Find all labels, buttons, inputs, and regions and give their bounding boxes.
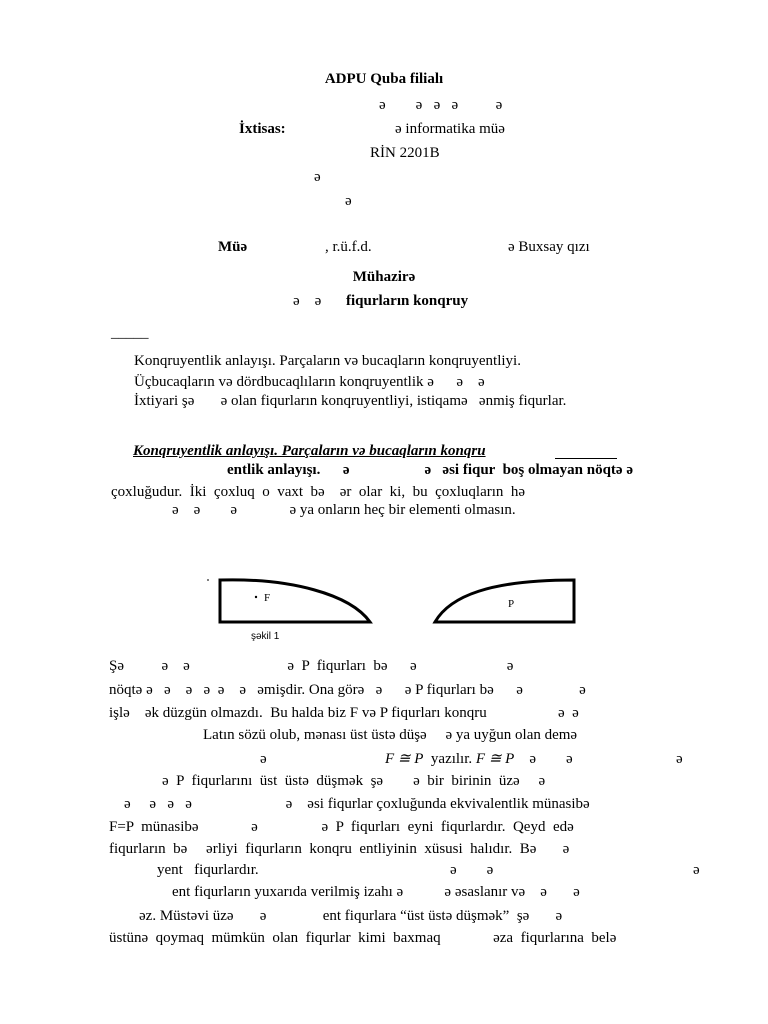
para-line: Latın sözü olub, mənası üst üstə düşə ə ya uyğun olan demə	[203, 727, 578, 743]
para-line: ə ə	[450, 862, 494, 878]
figure-point	[255, 596, 257, 598]
body-line	[227, 461, 633, 479]
lecture-title: Mühazirə	[352, 269, 416, 285]
body-bold: entlik anlayışı. ə ə əsi fiqur boş olmayan nöqtə ə	[227, 462, 633, 478]
math-expression: F ≅ P	[385, 751, 424, 767]
body-line: ə ə ə ə ya onların heç bir elementi olmasın.	[172, 502, 516, 518]
figure-caption: şəkil 1	[251, 631, 280, 642]
para-line: əz. Müstəvi üzə ə ent fiqurlara “üst üstə düşmək” şə ə	[139, 908, 563, 924]
math-expression: F ≅ P	[475, 751, 515, 767]
para-line: ent fiqurların yuxarıda verilmiş izahı ə ə əsaslanır və ə ə	[172, 884, 580, 900]
figure-p-shape	[435, 580, 574, 622]
figure-f-shape	[220, 580, 370, 622]
para-line: ə ə ə ə ə əsi fiqurlar çoxluğunda ekvivalentlik münasibə	[124, 796, 590, 812]
specialty-value: ə informatika müə	[395, 121, 505, 137]
figure-shapes	[200, 566, 580, 642]
para-line: yent fiqurlardır.	[157, 862, 259, 878]
para-line: ə	[260, 751, 267, 767]
header-fragment: ə	[345, 193, 352, 209]
para-line: Şə ə ə ə P fiqurları bə ə ə	[109, 658, 514, 674]
para-line: ə P fiqurlarını üst üstə düşmək şə ə bir birinin üzə ə	[162, 773, 546, 789]
math-suffix: ə ə	[514, 751, 573, 767]
para-line: işlə ək düzgün olmazdı. Bu halda biz F və P fiqurları konqru ə ə	[109, 705, 579, 721]
plan-item: Konqruyentlik anlayışı. Parçaların və bucaqların konqruyentliyi.	[134, 353, 521, 369]
group-code: RİN 2201B	[370, 145, 440, 161]
header-fragment: ə	[314, 169, 321, 185]
figure-label-p: P	[508, 598, 515, 610]
lecture-subtitle-fragment: ə ə	[293, 293, 322, 309]
heading-underline	[555, 458, 617, 459]
teacher-name: ə Buxsay qızı	[508, 239, 590, 255]
para-line: nöqtə ə ə ə ə ə ə əmişdir. Ona görə ə ə P fiqurları bə ə ə	[109, 682, 586, 698]
para-line: ə	[676, 751, 683, 767]
para-line: ə	[693, 862, 700, 878]
para-line: F=P münasibə ə ə P fiqurları eyni fiqurlardır. Qeyd edə	[109, 819, 574, 835]
teacher-label: Müə	[218, 239, 248, 255]
lecture-subtitle: fiqurların konqruy	[346, 293, 469, 309]
plan-marker: _____	[111, 325, 149, 341]
header-fragment: ə ə ə ə ə	[379, 97, 503, 113]
para-line: üstünə qoymaq mümkün olan fiqurlar kimi baxmaq əza fiqurlarına belə	[109, 930, 617, 946]
para-line: fiqurların bə ərliyi fiqurların konqru entliyinin xüsusi halıdır. Bə ə	[109, 841, 570, 857]
figure-label-f: F	[264, 592, 271, 604]
institution-title: ADPU Quba filialı	[324, 71, 444, 87]
plan-item: Üçbucaqların və dördbucaqlıların konqruyentlik ə ə ə	[134, 374, 485, 390]
specialty-label: İxtisas:	[239, 121, 286, 137]
body-line: çoxluğudur. İki çoxluq o vaxt bə ər olar ki, bu çoxluqların hə	[111, 484, 526, 500]
teacher-degree: , r.ü.f.d.	[325, 239, 372, 255]
math-suffix: yazılır.	[423, 751, 473, 767]
math-line	[385, 750, 573, 768]
section-heading: Konqruyentlik anlayışı. Parçaların və bucaqların konqru	[133, 443, 486, 459]
plan-item: İxtiyari şə ə olan fiqurların konqruyentliyi, istiqamə ənmiş fiqurlar.	[134, 393, 567, 409]
